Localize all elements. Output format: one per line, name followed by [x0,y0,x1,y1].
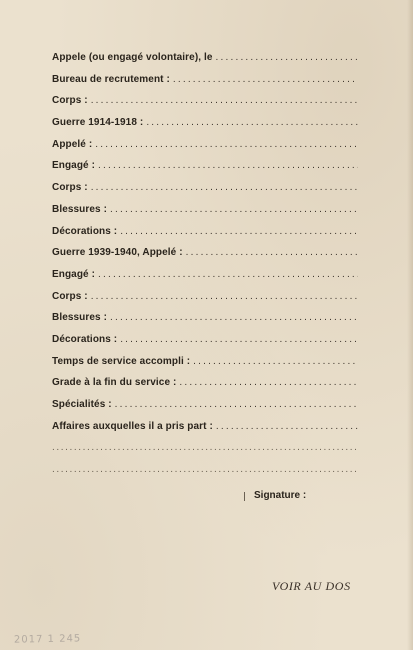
field-label: Décorations : [52,333,118,345]
fill-line[interactable] [95,139,358,150]
fill-line[interactable] [91,182,358,193]
fill-line[interactable] [120,334,358,345]
fill-line[interactable] [186,247,358,258]
field-blessures-1939[interactable] [52,312,358,334]
field-corps-1939[interactable] [52,291,358,313]
field-blessures-1914[interactable] [52,204,358,226]
field-label: Corps : [52,182,88,194]
field-label: Appelé : [52,138,93,150]
fill-line[interactable] [110,204,358,215]
field-label: Blessures : [52,203,108,215]
signature-label[interactable]: Signature : [254,490,307,501]
field-label: Corps : [52,95,88,107]
field-appele-1914[interactable] [52,139,358,161]
field-bureau-recrutement[interactable] [52,74,358,96]
field-engage-1939[interactable] [52,269,358,291]
fill-line[interactable] [173,74,358,85]
fill-line[interactable] [98,269,358,280]
blank-line-1[interactable] [52,442,358,464]
field-appele-le[interactable] [52,52,358,74]
pen-mark [244,492,245,501]
fill-line[interactable] [120,226,358,237]
field-decorations-1939[interactable] [52,334,358,356]
field-label: Engagé : [52,160,96,172]
field-label: Guerre 1914-1918 : [52,117,144,129]
fill-line[interactable] [52,442,358,453]
fill-line[interactable] [146,117,358,128]
fill-line[interactable] [193,356,358,367]
field-label: Affaires auxquelles il a pris part : [52,420,213,432]
service-record-form [52,52,358,486]
field-label: Guerre 1939-1940, Appelé : [52,247,183,259]
field-corps[interactable] [52,95,358,117]
field-guerre-1939-appele[interactable] [52,247,358,269]
verso-note: VOIR AU DOS [272,579,351,593]
field-decorations-1914[interactable] [52,226,358,248]
fill-line[interactable] [98,160,358,171]
fill-line[interactable] [216,421,358,432]
fill-line[interactable] [115,399,358,410]
field-label: Spécialités : [52,399,112,410]
field-label: Décorations : [52,225,118,237]
field-affaires[interactable] [52,421,358,443]
fill-line[interactable] [216,52,358,63]
field-engage-1914[interactable] [52,160,358,182]
field-corps-1914[interactable] [52,182,358,204]
field-label: Engagé : [52,268,96,280]
fill-line[interactable] [91,95,358,106]
field-label: Corps : [52,290,88,302]
field-label: Temps de service accompli : [52,355,191,367]
archive-pencil-mark: 2017 1 245 [13,633,82,646]
fill-line[interactable] [91,291,358,302]
field-label: Blessures : [52,312,108,324]
blank-line-2[interactable] [52,464,358,486]
field-temps-service[interactable] [52,356,358,378]
paper-fold-shadow [407,0,413,650]
fill-line[interactable] [52,464,358,475]
fill-line[interactable] [179,377,358,388]
field-grade-fin-service[interactable] [52,377,358,399]
field-label: Bureau de recrutement : [52,73,170,85]
fill-line[interactable] [110,312,358,323]
field-specialites[interactable] [52,399,358,421]
field-label: Appele (ou engagé volontaire), le [52,52,213,63]
field-guerre-1914-1918[interactable] [52,117,358,139]
field-label: Grade à la fin du service : [52,377,177,389]
